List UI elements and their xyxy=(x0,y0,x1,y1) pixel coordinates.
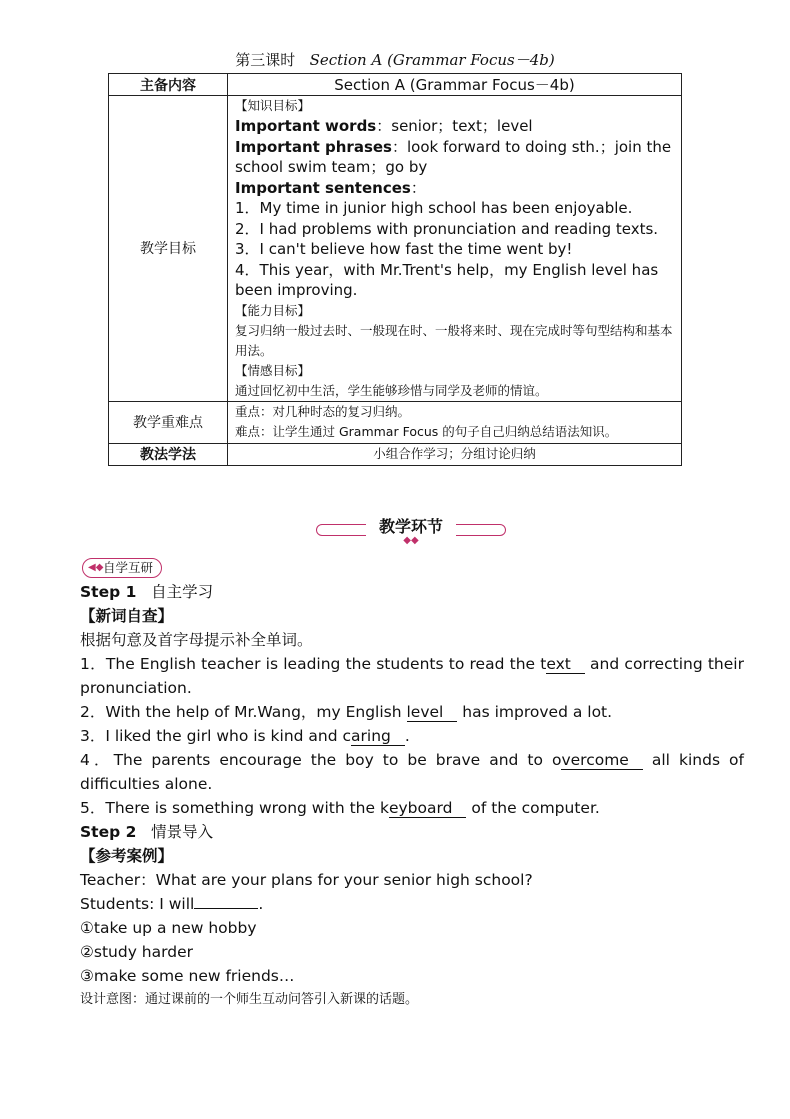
option-item: ③make some new friends… xyxy=(80,967,295,985)
method-label: 教法学法 xyxy=(109,443,228,465)
self-study-tag xyxy=(82,558,162,578)
exercise-number: 1． xyxy=(80,655,106,673)
answer-blank: vercome xyxy=(561,751,642,770)
step1-content xyxy=(49,580,744,1012)
emotion-text: 通过回忆初中生活，学生能够珍惜与同学及老师的情谊。 xyxy=(235,382,548,398)
instruction: 根据句意及首字母提示补全单词。 xyxy=(80,631,313,649)
lesson-title xyxy=(0,50,790,70)
answer-blank: aring xyxy=(351,727,405,746)
exercise-item xyxy=(49,724,744,748)
tag-text: 自学互研 xyxy=(103,560,154,575)
check-heading: 【新词自查】 xyxy=(80,607,174,625)
phrases-label: Important phrases xyxy=(235,137,392,156)
key-points-content xyxy=(228,401,682,443)
step2-name: 情景导入 xyxy=(151,823,214,841)
header-label: 主备内容 xyxy=(109,74,228,96)
important-words xyxy=(235,116,677,137)
exercise-item xyxy=(49,652,744,700)
exercise-text: all kinds of difficulties alone. xyxy=(80,751,744,793)
table-row xyxy=(109,74,682,96)
important-phrases xyxy=(235,137,677,178)
exercise-text: of the computer. xyxy=(466,799,600,817)
sentence-item: 3．I can't believe how fast the time went by! xyxy=(235,240,573,258)
students-line: Students: I will . xyxy=(80,895,264,913)
lesson-title-prefix: 第三课时 xyxy=(235,51,296,69)
objectives-content xyxy=(228,96,682,402)
answer-blank: eyboard xyxy=(389,799,466,818)
phrases-value: ：look forward to doing sth.；join the school swim team；go by xyxy=(235,137,672,176)
knowledge-heading: 【知识目标】 xyxy=(235,98,311,113)
exercise-text: . xyxy=(404,727,410,745)
option-item: ①take up a new hobby xyxy=(80,919,257,937)
ability-text: 复习归纳一般过去时、一般现在时、一般将来时、现在完成时等句型结构和基本用法。 xyxy=(235,322,673,358)
exercise-text: With the help of Mr.Wang，my English xyxy=(105,703,407,721)
exercise-text: The English teacher is leading the students to read the t xyxy=(105,655,547,673)
arrow-icon: ◀◆ xyxy=(88,562,104,573)
lesson-plan-table xyxy=(108,73,682,466)
important-sentences xyxy=(235,178,677,199)
answer-blank: ext xyxy=(546,655,585,674)
exercise-number: 3． xyxy=(80,727,106,745)
exercise-text: There is something wrong with the k xyxy=(105,799,389,817)
teacher-line: Teacher：What are your plans for your senior high school? xyxy=(80,871,533,889)
sentence-item: 4．This year，with Mr.Trent's help，my English level has been improving. xyxy=(235,260,659,299)
step2-label: Step 2 xyxy=(80,823,137,841)
diamond-icon: ◆◆ xyxy=(401,536,421,546)
exercise-number: 5． xyxy=(80,799,106,817)
exercise-text: and correcting their pronunciation. xyxy=(80,655,744,697)
banner-text: 教学环节 xyxy=(366,516,456,538)
exercise-number: 2． xyxy=(80,703,106,721)
section-banner xyxy=(316,516,506,546)
key-point: 重点：对几种时态的复习归纳。 xyxy=(235,403,411,419)
step2-heading xyxy=(49,820,744,844)
exercise-number: 4． xyxy=(80,751,114,769)
sentences-colon: ： xyxy=(410,178,426,197)
table-row xyxy=(109,443,682,465)
table-row xyxy=(109,401,682,443)
exercise-item xyxy=(49,748,744,796)
table-row xyxy=(109,96,682,402)
difficult-point: 难点：让学生通过 Grammar Focus 的句子自己归纳总结语法知识。 xyxy=(235,424,618,439)
option-item: ②study harder xyxy=(80,943,193,961)
key-points-label: 教学重难点 xyxy=(109,401,228,443)
lesson-title-paren: (Grammar Focus－4b) xyxy=(387,51,555,69)
answer-blank: level xyxy=(407,703,458,722)
lesson-title-section: Section A xyxy=(309,51,383,69)
words-value: ：senior；text；level xyxy=(376,117,533,135)
ability-heading: 【能力目标】 xyxy=(235,302,311,318)
exercise-item xyxy=(49,796,744,820)
step1-name: 自主学习 xyxy=(151,583,214,601)
words-label: Important words xyxy=(235,117,377,135)
header-value: Section A (Grammar Focus－4b) xyxy=(228,74,682,96)
step1-label: Step 1 xyxy=(80,583,137,601)
exercise-text: I liked the girl who is kind and c xyxy=(105,727,352,745)
objectives-label: 教学目标 xyxy=(109,96,228,402)
case-heading: 【参考案例】 xyxy=(80,847,174,865)
exercise-text: has improved a lot. xyxy=(457,703,613,721)
students-text: Students: I will xyxy=(80,895,195,913)
emotion-heading: 【情感目标】 xyxy=(235,362,311,378)
design-intent: 设计意图：通过课前的一个师生互动问答引入新课的话题。 xyxy=(80,992,419,1007)
sentences-label: Important sentences xyxy=(235,178,411,197)
answer-blank xyxy=(194,894,258,909)
exercise-item xyxy=(49,700,744,724)
sentence-item: 1．My time in junior high school has been enjoyable. xyxy=(235,199,633,217)
step1-heading xyxy=(49,580,744,604)
method-value: 小组合作学习；分组讨论归纳 xyxy=(228,443,682,465)
sentence-item: 2．I had problems with pronunciation and reading texts. xyxy=(235,219,659,238)
exercise-text: The parents encourage the boy to be brave and to o xyxy=(113,751,562,769)
